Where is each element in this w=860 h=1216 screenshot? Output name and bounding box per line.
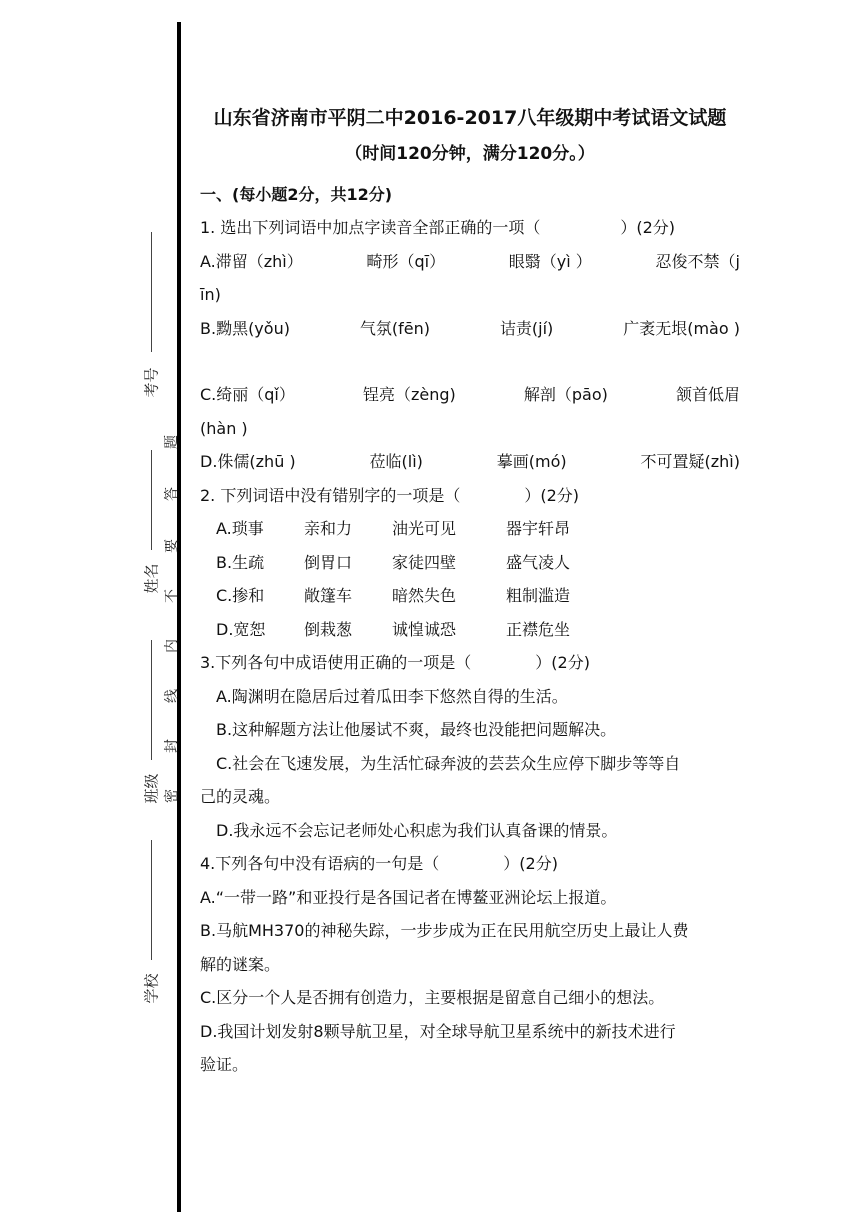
word: 倒胃口 [304,552,353,572]
question-2-option-c [200,579,740,613]
question-3-option-c: C.社会在飞速发展，为生活忙碌奔波的芸芸众生应停下脚步等等自 [216,753,681,773]
option-part: A.滞留（zhì） [200,251,303,271]
question-4-option-d: D.我国计划发射8颗导航卫星，对全球导航卫星系统中的新技术进行 [200,1021,676,1041]
question-3-stem: 3.下列各句中成语使用正确的一项是（ ）(2分) [200,653,590,672]
question-3-option-c-cont: 己的灵魂。 [200,787,281,806]
word: 油光可见 [392,519,457,538]
kaohao-label: 考号 [142,367,161,398]
question-4-option-c: C.区分一个人是否拥有创造力，主要根据是留意自己细小的想法。 [200,988,665,1007]
word: 家徒四壁 [392,552,457,572]
seal-char: 不 [164,589,180,603]
word: 盛气凌人 [506,552,571,572]
question-1-option-c [200,378,740,412]
question-1-option-a-cont: īn) [200,285,221,304]
question-2-stem: 2. 下列词语中没有错别字的一项是（ ）(2分) [200,485,580,505]
kaohao-line [151,232,152,352]
option-part: D.侏儒(zhū ) [200,452,296,471]
xuexiao-label: 学校 [142,973,161,1004]
spacer [200,345,740,378]
option-part: 气氛(fēn) [359,318,430,338]
question-4-option-d-cont: 验证。 [200,1055,249,1074]
question-1-option-d [200,445,740,479]
option-part: 摹画(mó) [496,452,567,471]
exam-content [200,100,740,1082]
question-1-option-b [200,312,740,346]
option-part: 颔首低眉 [675,385,740,404]
word: 粗制滥造 [506,586,571,605]
seal-char: 封 [164,739,180,753]
word: A.琐事 [216,519,264,538]
word: 器宇轩昂 [506,519,571,538]
word: D.宽恕 [216,619,266,639]
seal-char: 内 [164,639,180,653]
question-4-option-a: A.“一带一路”和亚投行是各国记者在博鳌亚洲论坛上报道。 [200,887,617,907]
seal-char: 要 [164,539,180,553]
question-3-option-d: D.我永远不会忘记老师处心积虑为我们认真备课的情景。 [216,820,618,840]
question-1-stem: 1. 选出下列词语中加点字读音全部正确的一项（ ）(2分) [200,218,676,237]
word: 正襟危坐 [506,619,571,639]
exam-title: 山东省济南市平阴二中2016-2017八年级期中考试语文试题 [213,107,727,129]
seal-char: 密 [164,789,180,803]
banji-label: 班级 [142,773,161,804]
question-4-option-b: B.马航MH370的神秘失踪，一步步成为正在民用航空历史上最让人费 [200,921,689,940]
option-part: 解剖（pāo) [523,385,608,404]
exam-subtitle: （时间120分钟，满分120分。） [345,144,595,164]
option-part: 畸形（qī） [366,251,446,271]
seal-char: 题 [164,435,180,449]
question-3-option-b: B.这种解题方法让他屡试不爽，最终也没能把问题解决。 [216,720,617,739]
word: B.生疏 [216,552,265,572]
option-part: C.绮丽（qǐ） [200,385,295,404]
word: 诚惶诚恐 [392,619,457,639]
seal-char: 答 [164,487,180,501]
word: 倒栽葱 [304,619,353,639]
question-3-option-a: A.陶渊明在隐居后过着瓜田李下悠然自得的生活。 [216,686,568,706]
option-part: 广袤无垠(mào ) [623,318,740,338]
word: 暗然失色 [392,586,457,605]
banji-line [151,640,152,760]
word: 敞篷车 [304,586,353,605]
option-part: 诘责(jí) [499,318,554,338]
seal-char: 线 [164,689,180,703]
question-4-option-b-cont: 解的谜案。 [200,954,281,974]
question-2-option-a [200,512,740,546]
option-part: 忍俊不禁（j [655,251,740,271]
question-2-option-d [200,613,740,647]
xuexiao-line [151,840,152,960]
question-4-stem: 4.下列各句中没有语病的一句是（ ）(2分) [200,854,558,873]
option-part: 不可置疑(zhì) [640,452,740,471]
xingming-label: 姓名 [142,563,161,594]
word: C.掺和 [216,586,265,605]
binding-line [177,22,181,1212]
question-1-option-c-cont: (hàn ) [200,418,248,438]
option-part: 莅临(lì) [369,452,423,471]
option-part: 锃亮（zèng) [362,385,456,404]
question-1-option-a [200,245,740,279]
option-part: B.黝黑(yǒu) [200,318,290,338]
option-part: 眼翳（yì ） [508,251,592,271]
word: 亲和力 [304,519,353,538]
question-2-option-b [200,546,740,580]
xingming-line [151,450,152,550]
section-heading: 一、(每小题2分，共12分) [200,185,393,204]
